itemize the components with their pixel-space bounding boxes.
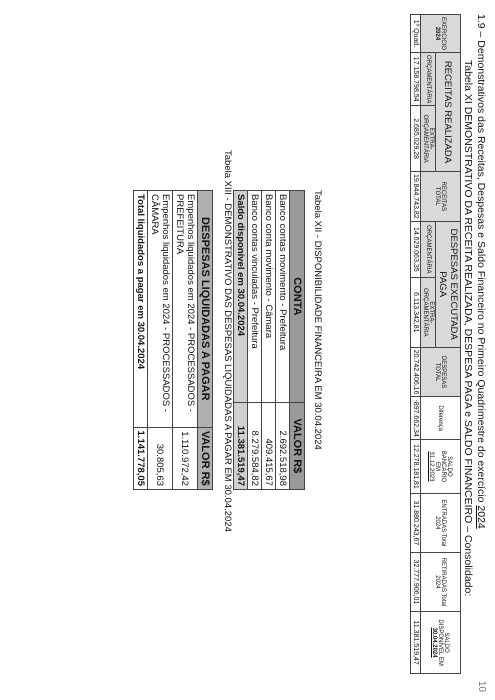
total-value: 1.141.778,05 [134, 427, 148, 489]
valor-cell: 409.415,67 [262, 402, 276, 489]
valor-cell: 8.279.584,82 [248, 402, 262, 489]
conta-cell: Banco conta movimento - Câmara [262, 191, 276, 403]
rec-extra-header: EXTRA- ORÇAMENTÁRIA [421, 106, 436, 172]
table-row [248, 191, 262, 490]
desp-orcamentaria-header: ORÇAMENTÁRIA [421, 221, 436, 277]
rec-extra-cell: 2.685.029,28 [411, 106, 421, 172]
desp-extra-cell: 6.113.342,81 [411, 277, 421, 347]
desp-orc-cell: 14.629.063,35 [411, 221, 421, 277]
table11-title: Tabela XI DEMONSTRATIVO DA RECEITA REALIZADA, DESPESA PAGA e SALDO FINANCEIRO – Consolidado: [462, 60, 474, 597]
saldo-disponivel-header: SALDO DISPONÍVEL EM 30.04.2024 [421, 612, 461, 674]
table-despesas-liquidadas [133, 190, 213, 490]
table-row [262, 191, 276, 490]
rec-orcamentaria-header: ORÇAMENTÁRIA [421, 53, 436, 106]
saldo-disponivel-cell: 11.381.519,47 [411, 612, 421, 674]
total-row [234, 191, 248, 490]
conta-cell: Banco contas vinculadas - Prefeitura [248, 191, 262, 403]
desp-total-cell: 20.742.406,16 [411, 347, 421, 397]
table-row [411, 15, 421, 674]
total-label: Saldo disponível em 30.04.2024 [234, 191, 248, 403]
valor-cell: 2.692.518,98 [276, 402, 290, 489]
rec-total-cell: 19.844.743,82 [411, 171, 421, 221]
desc-header: DESPESAS LIQUIDADAS A PAGAR [198, 191, 213, 428]
entradas-cell: 31.880.243,67 [411, 494, 421, 553]
rec-orc-cell: 17.158.798,54 [411, 53, 421, 106]
diferenca-cell: -897.662,34 [411, 397, 421, 439]
table-row [276, 191, 290, 490]
table-row [173, 191, 198, 490]
desc-cell: Empenhos liquidados em 2024 - PROCESSADOS - CÂMARA [148, 191, 173, 428]
retiradas-cell: 32.777.906,01 [411, 552, 421, 612]
table-row [148, 191, 173, 490]
page-number: 10 [476, 680, 487, 692]
section-heading [475, 14, 487, 529]
exercicio-header: EXERCICIO 2024 [421, 15, 461, 53]
despesas-total-header: DESPESAS TOTAL [421, 347, 461, 397]
section-heading-year: 2024 [475, 505, 487, 529]
valor-header: VALOR R$ [290, 402, 305, 489]
section-heading-text: 1.9 – Demonstrativos das Receitas, Despesas e Saldo Financeiro no Primeiro Quadrimestre do exercício [475, 14, 487, 506]
table13-caption: Tabela XIII - DEMONSTRATIVO DAS DESPESAS LIQUIDADAS A PAGAR EM 30.04.2024 [222, 150, 233, 532]
conta-cell: Banco contas movimento - Prefeitura [276, 191, 290, 403]
total-label: Total liquidados a pagar em 30.04.2024 [134, 191, 148, 428]
total-row [134, 191, 148, 490]
entradas-header: ENTRADAS Total 2024 [421, 494, 461, 553]
conta-header: CONTA [290, 191, 305, 403]
desp-extra-header: EXTRA- ORÇAMENTÁRIA [421, 277, 436, 347]
valor-cell: 30.805,63 [148, 427, 173, 489]
period-cell: 1º Quad. [411, 15, 421, 53]
valor-header: VALOR R$ [198, 427, 213, 489]
saldo-bancario-header: SALDO BANCÁRIO EM 31.12.2023 [421, 439, 461, 493]
table-receita-despesa-saldo [410, 14, 461, 674]
receitas-total-header: RECEITAS TOTAL [421, 171, 461, 221]
desc-cell: Empenhos liquidados em 2024 - PROCESSADOS - PREFEITURA [173, 191, 198, 428]
diferenca-header: Diferença [421, 397, 461, 439]
saldo-bancario-cell: 12.278.181,81 [411, 439, 421, 493]
table12-caption: Tabela XII - DISPONIBILIDADE FINANCEIRA EM 30.04.2024 [312, 190, 323, 450]
retiradas-header: RETIRADAS Total 2024 [421, 552, 461, 612]
valor-cell: 1.110.972,42 [173, 427, 198, 489]
despesas-header: DESPESAS EXECUTADA PAGA [436, 221, 461, 347]
receitas-header: RECEITAS REALIZADA [436, 53, 461, 172]
total-value: 11.381.519,47 [234, 402, 248, 489]
table-disponibilidade [233, 190, 305, 490]
